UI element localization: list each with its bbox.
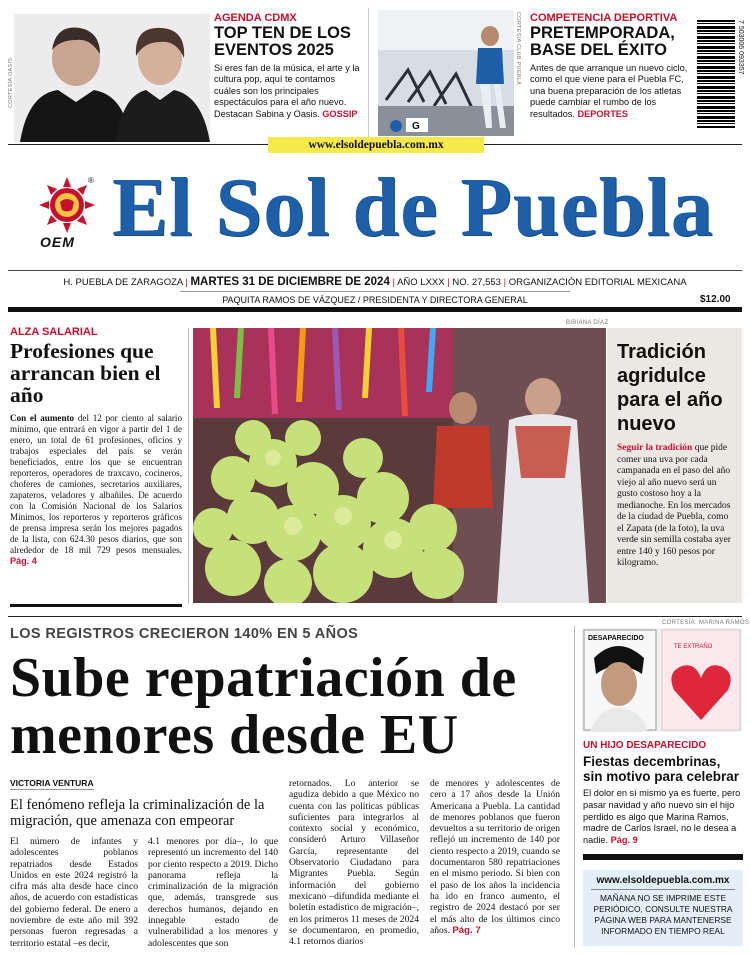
price: $12.00 (700, 294, 731, 305)
sign-right-text: TE EXTRAÑO (674, 644, 713, 650)
website-url[interactable]: www.elsoldepuebla.com.mx (268, 137, 484, 153)
headline[interactable]: Tradición agridulce para el año nuevo (617, 341, 723, 435)
top-right-teaser[interactable] (372, 8, 692, 140)
oem-logo[interactable] (38, 176, 96, 250)
teaser-text (530, 63, 690, 120)
photo-credit: CORTESÍA OASIS (8, 57, 14, 108)
section-link[interactable]: DEPORTES (577, 108, 629, 119)
sign-left-text: DESAPARECIDO (588, 635, 644, 642)
headline[interactable]: Profesiones que arrancan bien el año (10, 339, 161, 407)
body-text: Si eres fan de la música, el arte y la cultura pop, aquí te contamos cuáles son los principales espectáculos para el año nuevo. Destacan Sabina y Oasis. (214, 63, 360, 119)
body-text: Antes de que arranque un nuevo ciclo, como el que viene para el Puebla FC, una buena preparación de los atletas puede cambiar el rumbo de los resultados. (530, 63, 688, 119)
photo-credit: CORTESÍA: MARINA RAMOS (662, 620, 750, 626)
masthead-title[interactable]: El Sol de Puebla (112, 161, 714, 254)
dateline: H. PUEBLA DE ZARAGOZA | MARTES 31 DE DICIEMBRE DE 2024 | AÑO LXXX | NO. 27,553 | ORGANIZACIÓN EDITORIAL MEXICANA (63, 276, 687, 288)
top-left-teaser[interactable] (8, 8, 363, 140)
section-link[interactable]: GOSSIP (322, 108, 358, 119)
date: MARTES 31 DE DICIEMBRE DE 2024 (190, 276, 390, 288)
missing-person-photo (582, 628, 742, 732)
organization: ORGANIZACIÓN EDITORIAL MEXICANA (508, 277, 687, 288)
headline[interactable]: PRETEMPORADA, BASE DEL ÉXITO (530, 24, 675, 59)
byline: VICTORIA VENTURA (10, 778, 94, 788)
body-text: del 12 por ciento al salario mínimo, que entrará en vigor a partir del 1 de enero, un total de 61 profesiones, oficios y trabajos especiales del país se verán beneficiados, entre los que se encuentran reporteros, operadores de traxcavo, cocineros, choferes de camiones, secretarios auxiliares, zapateros, veladores y albañiles. De acuerdo con la Comisión Nacional de los Salarios Mínimos, los reporteros y reporteros gráficos de prensa impresa serán los mejores pagados de la lista, con 624.30 pesos diarios, que son alrededor de 18 mil 729 pesos mensuales. (10, 413, 183, 555)
side-text (583, 788, 743, 847)
story-body (617, 443, 734, 570)
right-story[interactable] (607, 328, 742, 603)
grapes-photo (193, 328, 606, 603)
page-ref[interactable]: Pág. 9 (610, 835, 638, 846)
column-1: El número de infantes y adolescentes poblanos repatriados desde Estados Unidos en este 2024 registró la cifra más alta desde hace cinco años, de acuerdo con estadísticas del gobierno federal. De enero a noviembre de este año mil 392 personas fueron regresadas a territorio estatal –es decir, (10, 836, 138, 949)
lead-in: Seguir la tradición (617, 443, 693, 453)
barcode-number: 7 503006 093357 (737, 20, 744, 75)
body-text: que pide comer una uva por cada campanada en el paso del año viejo al año nuevo será un gusto costoso hoy a la medianoche. En los mercados de la ciudad de Puebla, como el Zapata (de la foto), la uva verde sin semilla costaba ayer entre 140 y 160 pesos por kilogramo. (617, 443, 731, 568)
left-story[interactable] (10, 326, 182, 567)
body-text: El dolor en sí mismo ya es fuerte, pero pasar navidad y año nuevo sin el hijo perdido es algo que Marina Ramos, madre de Carlos Israel, no le desea a nadie. (583, 788, 741, 846)
teaser-text (214, 63, 364, 120)
deck: El fenómeno refleja la criminalización de la migración, que amenaza con empeorar (10, 797, 265, 829)
kicker: COMPETENCIA DEPORTIVA (530, 12, 678, 24)
photo-credit: BIBIANA DÍAZ (566, 320, 609, 326)
main-kicker: LOS REGISTROS CRECIERON 140% EN 5 AÑOS (10, 626, 359, 642)
column-4-text: de menores y adolescentes de cero a 17 años desde la Unión Americana a Puebla. La cantidad de menores poblanos que fueron devueltos a su territorio de origen reflejó un incremento de 140 por ciento respecto a 2019, cuando se documentaron 580 repatriaciones en el mismo periodo. Si bien con el paso de los años la incidencia ha ido en franco aumento, el registro de 2024 destacó por ser el más alto de los últimos cinco años. (430, 778, 560, 936)
side-headline[interactable]: Fiestas decembrinas, sin motivo para celebrar (583, 754, 740, 784)
kicker: ALZA SALARIAL (10, 326, 98, 338)
page-ref[interactable]: Pág. 7 (452, 924, 481, 936)
column-3: retornados. Lo anterior se agudiza debido a que México no cuenta con las políticas públicas suficientes para integrarlos al contexto social y económico, consideró Arturo Villaseñor García, representante del Observatorio Ciudadano para Migrantes Puebla. Según información del gobierno mexicano –difundida mediante el boletín estadístico de migración–, en los primeros 11 meses de 2024 se documentaron, en promedio, 4.1 retornos diarios (289, 778, 419, 948)
side-kicker: UN HIJO DESAPARECIDO (583, 740, 707, 751)
club-logo: G (412, 121, 420, 132)
issue-number: NO. 27,553 (452, 277, 501, 288)
gym-photo (378, 10, 514, 136)
oem-label: OEM (40, 234, 75, 250)
city: H. PUEBLA DE ZARAGOZA (63, 277, 183, 288)
lead-in: Con el aumento (10, 413, 75, 423)
kicker: AGENDA CDMX (214, 12, 297, 24)
page-ref[interactable]: Pág. 4 (10, 556, 37, 566)
main-headline[interactable]: Sube repatriación de menores desde EU (10, 647, 517, 766)
headline[interactable]: TOP TEN DE LOS EVENTOS 2025 (214, 24, 351, 59)
promo-text: MAÑANA NO SE IMPRIME ESTE PERIÓDICO, CONSULTE NUESTRA PÁGINA WEB PARA MANTENERSE INFORMADO EN TIEMPO REAL (593, 893, 733, 936)
year: AÑO LXXX (397, 277, 445, 288)
promo-url[interactable]: www.elsoldepuebla.com.mx (596, 875, 730, 886)
web-promo-box[interactable] (583, 870, 743, 946)
column-2: 4.1 menores por día–, lo que representó un incremento del 140 por ciento respecto a 2019. Dicho panorama refleja la criminalización de la migración que, además, transgrede sus derechos humanos, dejando en innegable estado de vulnerabilidad a los menores y adolescentes que son (148, 836, 278, 949)
oasis-photo (14, 14, 210, 142)
barcode (697, 20, 743, 128)
column-4 (430, 778, 560, 936)
registered-mark: ® (88, 176, 94, 185)
story-body (10, 413, 182, 567)
director-line: PAQUITA RAMOS DE VÁZQUEZ / PRESIDENTA Y DIRECTORA GENERAL (222, 295, 528, 305)
photo-credit: CORTESÍA CLUB PUEBLA (515, 12, 521, 86)
